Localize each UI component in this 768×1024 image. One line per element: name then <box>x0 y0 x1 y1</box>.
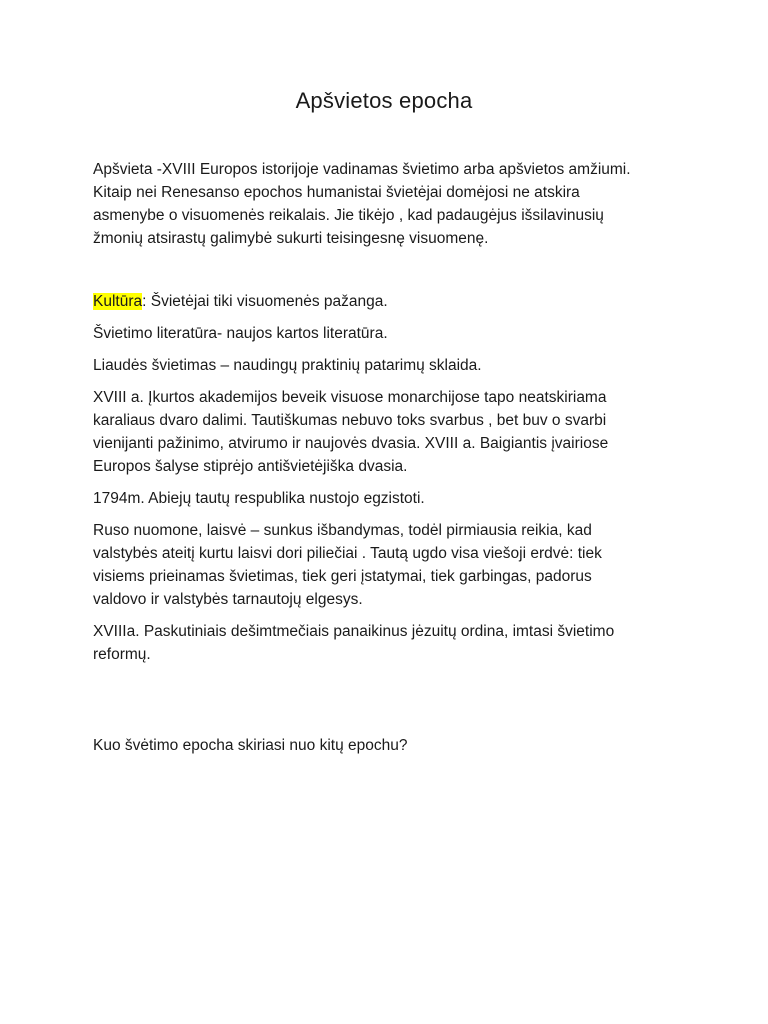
document-title: Apšvietos epocha <box>295 88 473 113</box>
literatura-line: Švietimo literatūra- naujos kartos literatūra. <box>93 325 388 342</box>
xviii-line: XVIII a. Įkurtos akademijos beveik visuose monarchijose tapo neatskiriama <box>93 389 607 406</box>
intro-line: žmonių atsirastų galimybė sukurti teisingesnę visuomenę. <box>93 230 489 247</box>
year-1794-line: 1794m. Abiejų tautų respublika nustojo egzistoti. <box>93 490 425 507</box>
ruso-line: valstybės ateitį kurtu laisvi dori piliečiai . Tautą ugdo visa viešoji erdvė: tiek <box>93 545 602 562</box>
kultura-text: : Švietėjai tiki visuomenės pažanga. <box>142 293 388 310</box>
ruso-line: valdovo ir valstybės tarnautojų elgesys. <box>93 591 363 608</box>
intro-line: Kitaip nei Renesanso epochos humanistai švietėjai domėjosi ne atskira <box>93 184 580 201</box>
intro-line: asmenybe o visuomenės reikalais. Jie tikėjo , kad padaugėjus išsilavinusių <box>93 207 604 224</box>
xviii-line: karaliaus dvaro dalimi. Tautiškumas nebuvo toks svarbus , bet buv o svarbi <box>93 412 607 429</box>
document-body <box>93 158 683 757</box>
question-line: Kuo švėtimo epocha skiriasi nuo kitų epochu? <box>93 737 408 754</box>
intro-paragraph <box>93 158 683 250</box>
xviiia-line: XVIIIa. Paskutiniais dešimtmečiais panaikinus jėzuitų ordina, imtasi švietimo <box>93 623 615 640</box>
xviii-line: vienijanti pažinimo, atvirumo ir naujovės dvasia. XVIII a. Baigiantis įvairiose <box>93 435 609 452</box>
xviii-line: Europos šalyse stiprėjo antišvietėjiška dvasia. <box>93 458 408 475</box>
xviiia-paragraph <box>93 620 683 666</box>
xviiia-line: reformų. <box>93 646 151 663</box>
kultura-line <box>93 290 683 313</box>
intro-line: Apšvieta -XVIII Europos istorijoje vadinamas švietimo arba apšvietos amžiumi. <box>93 161 631 178</box>
ruso-paragraph <box>93 519 683 611</box>
xviii-paragraph <box>93 386 683 478</box>
ruso-line: visiems prieinamas švietimas, tiek geri įstatymai, tiek garbingas, padorus <box>93 568 592 585</box>
kultura-highlight: Kultūra <box>93 293 143 310</box>
liaudes-line: Liaudės švietimas – naudingų praktinių patarimų sklaida. <box>93 357 482 374</box>
ruso-line: Ruso nuomone, laisvė – sunkus išbandymas, todėl pirmiausia reikia, kad <box>93 522 592 539</box>
